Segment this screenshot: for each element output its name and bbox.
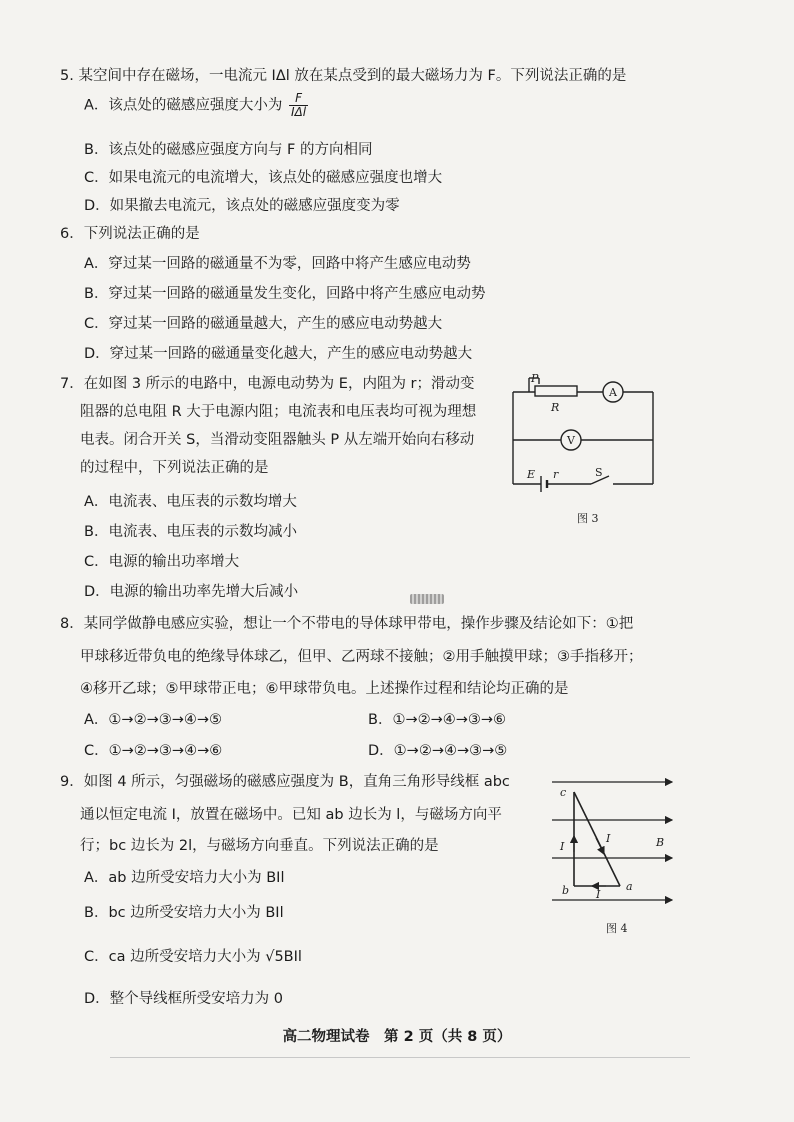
q7-option-c: C．电源的输出功率增大 <box>84 554 240 570</box>
q5-option-a-text: A．该点处的磁感应强度大小为 <box>84 97 283 114</box>
q5-option-d: D．如果撤去电流元，该点处的磁感应强度变为零 <box>84 198 400 214</box>
fig3-label-s: S <box>595 466 603 479</box>
fig4-vertex-a: a <box>626 880 633 893</box>
q8-option-c: C．①→②→③→④→⑥ <box>84 743 223 759</box>
q9-option-c: C．ca 边所受安培力大小为 √5BIl <box>84 949 302 965</box>
q6-option-a: A．穿过某一回路的磁通量不为零，回路中将产生感应电动势 <box>84 256 471 272</box>
footer-divider <box>110 1057 690 1058</box>
q9-stem-line3: 行；bc 边长为 2l，与磁场方向垂直。下列说法正确的是 <box>80 838 439 854</box>
fig4-current-ab: I <box>596 888 601 901</box>
q8-option-a: A．①→②→③→④→⑤ <box>84 712 223 728</box>
q9-option-b: B．bc 边所受安培力大小为 BIl <box>84 905 284 921</box>
fig4-current-bc: I <box>560 840 565 853</box>
q9-option-a: A．ab 边所受安培力大小为 BIl <box>84 870 285 886</box>
q7-option-a: A．电流表、电压表的示数均增大 <box>84 494 297 510</box>
figure-4-magnetic-field <box>548 770 678 940</box>
fig4-vertex-c: c <box>560 786 567 799</box>
fig3-caption: 图 3 <box>577 512 599 525</box>
q5-option-b: B．该点处的磁感应强度方向与 F 的方向相同 <box>84 142 373 158</box>
q7-option-b: B．电流表、电压表的示数均减小 <box>84 524 297 540</box>
q8-stem-line2: 甲球移近带负电的绝缘导体球乙，但甲、乙两球不接触；②用手触摸甲球；③手指移开； <box>80 649 643 665</box>
fig3-label-p: P <box>531 372 539 385</box>
q8-option-b: B．①→②→④→③→⑥ <box>368 712 507 728</box>
page-footer: 高二物理试卷 第 2 页（共 8 页） <box>282 1029 512 1045</box>
q5-fraction-denominator: IΔl <box>291 105 307 119</box>
q7-option-d: D．电源的输出功率先增大后减小 <box>84 584 299 600</box>
q5-option-a <box>84 92 308 119</box>
q9-option-d: D．整个导线框所受安培力为 0 <box>84 991 283 1007</box>
fig3-label-r: R <box>551 401 560 414</box>
q5-fraction-numerator: F <box>289 92 308 106</box>
q6-option-c: C．穿过某一回路的磁通量越大，产生的感应电动势越大 <box>84 316 443 332</box>
q7-stem-line1: 7．在如图 3 所示的电路中，电源电动势为 E，内阻为 r；滑动变 <box>60 376 475 392</box>
q5-option-c: C．如果电流元的电流增大，该点处的磁感应强度也增大 <box>84 170 443 186</box>
q5-stem: 5. 某空间中存在磁场，一电流元 IΔl 放在某点受到的最大磁场力为 F。下列说法正确的是 <box>60 68 627 84</box>
fig4-caption: 图 4 <box>606 922 628 935</box>
fig3-label-small-r: r <box>553 468 559 481</box>
q9-stem-line2: 通以恒定电流 I，放置在磁场中。已知 ab 边长为 l，与磁场方向平 <box>80 807 502 823</box>
fig3-voltmeter-label: V <box>567 434 575 447</box>
q6-option-d: D．穿过某一回路的磁通量变化越大，产生的感应电动势越大 <box>84 346 473 362</box>
q7-stem-line4: 的过程中，下列说法正确的是 <box>80 460 269 476</box>
q8-stem-line1: 8．某同学做静电感应实验，想让一个不带电的导体球甲带电，操作步骤及结论如下：①把 <box>60 616 634 632</box>
fig4-vertex-b: b <box>562 884 570 897</box>
fig4-current-ca: I <box>606 832 611 845</box>
q7-stem-line2: 阻器的总电阻 R 大于电源内阻；电流表和电压表均可视为理想 <box>80 404 477 420</box>
q7-stem-line3: 电表。闭合开关 S，当滑动变阻器触头 P 从左端开始向右移动 <box>80 432 475 448</box>
fig3-ammeter-label: A <box>609 386 617 399</box>
q9-stem-line1: 9．如图 4 所示，匀强磁场的磁感应强度为 B，直角三角形导线框 abc <box>60 774 510 790</box>
q8-option-d: D．①→②→④→③→⑤ <box>368 743 508 759</box>
q8-stem-line3: ④移开乙球；⑤甲球带正电；⑥甲球带负电。上述操作过程和结论均正确的是 <box>80 681 569 697</box>
scan-smudge <box>410 594 444 604</box>
fig4-field-b: B <box>656 836 665 849</box>
q5-fraction <box>289 92 308 119</box>
q6-stem: 6．下列说法正确的是 <box>60 226 200 242</box>
q6-option-b: B．穿过某一回路的磁通量发生变化，回路中将产生感应电动势 <box>84 286 486 302</box>
figure-3-circuit <box>505 370 665 530</box>
fig3-label-e: E <box>527 468 536 481</box>
